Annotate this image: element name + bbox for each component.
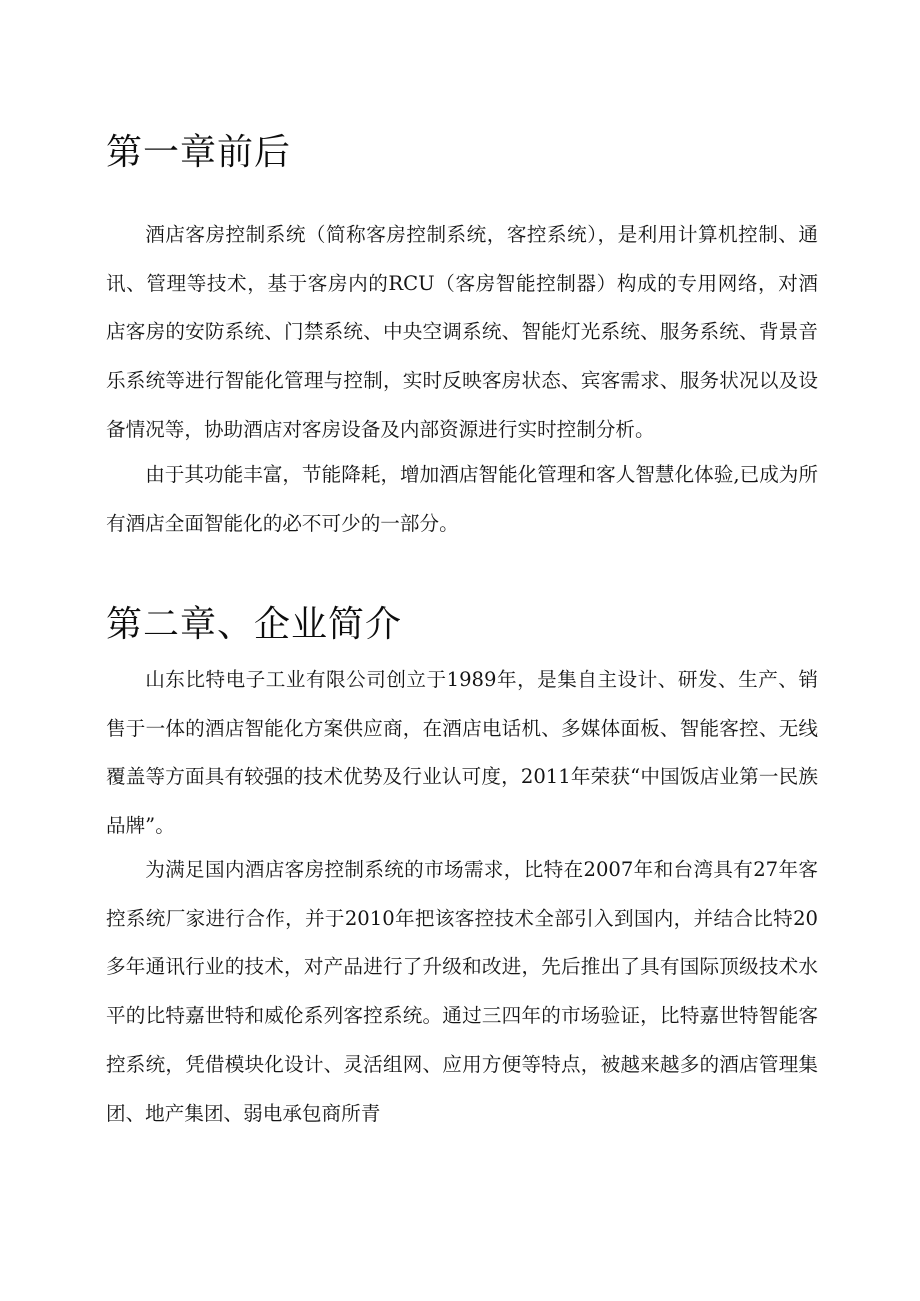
chapter-1-paragraph-2: 由于其功能丰富，节能降耗，增加酒店智能化管理和客人智慧化体验,已成为所有酒店全面智能化的必不可少的一部分。 <box>106 463 818 535</box>
chapter-2-title: 第二章、企业简介 <box>106 604 403 645</box>
chapter-2-paragraph-1: 山东比特电子工业有限公司创立于1989年，是集自主设计、研发、生产、销售于一体的酒店智能化方案供应商，在酒店电话机、多媒体面板、智能客控、无线覆盖等方面具有较强的技术优势及行业认可度，2011年荣获“中国饭店业第一民族品牌”。 <box>106 668 818 838</box>
chapter-1-paragraph-1: 酒店客房控制系统（简称客房控制系统，客控系统），是利用计算机控制、通讯、管理等技术，基于客房内的RCU（客房智能控制器）构成的专用网络，对酒店客房的安防系统、门禁系统、中央空调系统、智能灯光系统、服务系统、背景音乐系统等进行智能化管理与控制，实时反映客房状态、宾客需求、服务状况以及设备情况等，协助酒店对客房设备及内部资源进行实时控制分析。 <box>106 223 818 441</box>
chapter-1-title: 第一章前后 <box>106 132 292 173</box>
chapter-2-paragraph-2: 为满足国内酒店客房控制系统的市场需求，比特在2007年和台湾具有27年客控系统厂家进行合作，并于2010年把该客控技术全部引入到国内，并结合比特20多年通讯行业的技术，对产品进行了升级和改进，先后推出了具有国际顶级技术水平的比特嘉世特和威伦系列客控系统。通过三四年的市场验证，比特嘉世特智能客控系统，凭借模块化设计、灵活组网、应用方便等特点，被越来越多的酒店管理集团、地产集团、弱电承包商所青 <box>106 858 818 1125</box>
